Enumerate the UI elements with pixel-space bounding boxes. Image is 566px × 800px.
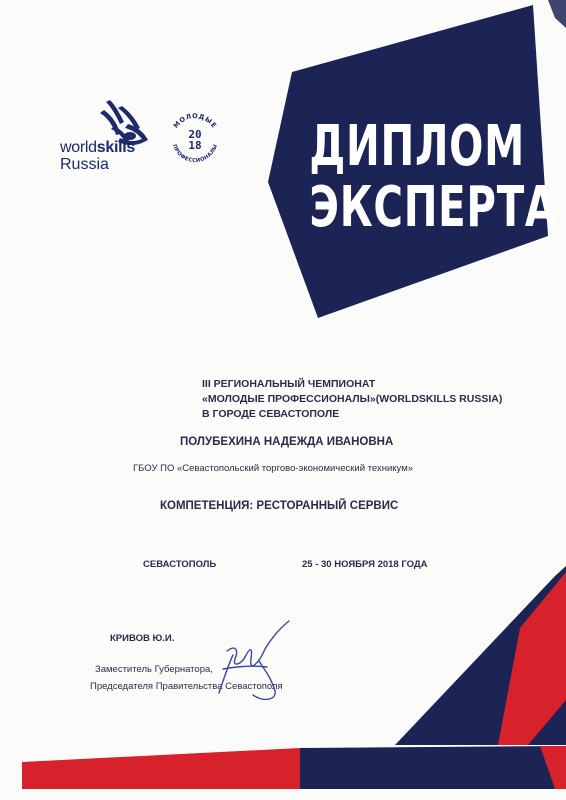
- signatory-position-2: Председателя Правительства Севастополя: [90, 681, 283, 692]
- bottom-red-stripe: [22, 748, 300, 789]
- title-line-1: ДИПЛОМ: [309, 114, 526, 179]
- dates-label: 25 - 30 НОЯБРЯ 2018 ГОДА: [302, 559, 428, 570]
- title-line-2: ЭКСПЕРТА: [309, 174, 557, 240]
- diploma-title: [309, 114, 557, 240]
- signatory-position-1: Заместитель Губернатора,: [95, 664, 213, 675]
- championship-line-2: «МОЛОДЫЕ ПРОФЕССИОНАЛЫ»(WORLDSKILLS RUSSIA): [202, 393, 503, 405]
- handwritten-signature: [205, 615, 305, 705]
- logo-skills-text: skills: [96, 139, 135, 156]
- recipient-name: ПОЛУБЕХИНА НАДЕЖДА ИВАНОВНА: [180, 436, 394, 448]
- championship-block: [202, 377, 502, 422]
- signatory-name: КРИВОВ Ю.И.: [110, 633, 175, 644]
- young-professionals-badge: [162, 106, 228, 172]
- recipient-organization: ГБОУ ПО «Севастопольский торгово-экономический техникум»: [133, 463, 414, 474]
- worldskills-wordmark: [60, 140, 135, 173]
- badge-year-top: 20: [188, 128, 202, 141]
- championship-line-3: В ГОРОДЕ СЕВАСТОПОЛЕ: [202, 408, 340, 420]
- bottom-navy-stripe: [300, 746, 566, 789]
- badge-year-bottom: 18: [188, 139, 202, 152]
- logo-russia-text: Russia: [60, 156, 109, 173]
- city-label: СЕВАСТОПОЛЬ: [143, 559, 217, 570]
- competence-label: КОМПЕТЕНЦИЯ: РЕСТОРАННЫЙ СЕРВИС: [160, 500, 399, 512]
- championship-line-1: III РЕГИОНАЛЬНЫЙ ЧЕМПИОНАТ: [202, 378, 376, 390]
- badge-bottom-text: ПРОФЕССИОНАЛЫ: [170, 143, 220, 165]
- badge-top-text: МОЛОДЫЕ: [171, 111, 219, 130]
- logo-world-text: world: [60, 139, 97, 156]
